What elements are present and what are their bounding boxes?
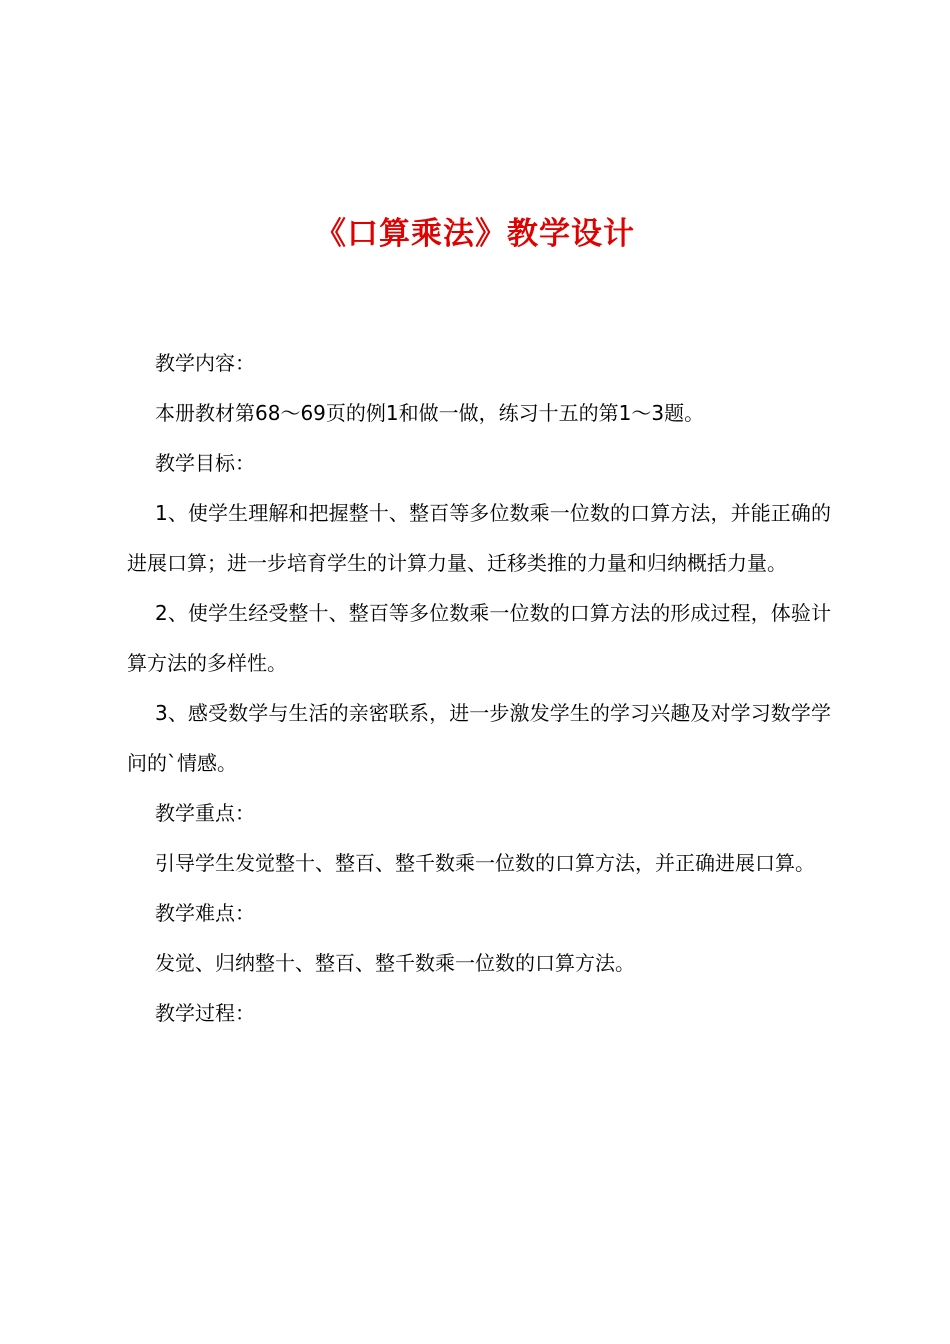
- goal-item-2: 2、使学生经受整十、整百等多位数乘一位数的口算方法的形成过程，体验计算方法的多样性。: [127, 601, 831, 675]
- difficulties-text: 发觉、归纳整十、整百、整千数乘一位数的口算方法。: [155, 951, 635, 975]
- goal-item-3: 3、感受数学与生活的亲密联系，进一步激发学生的学习兴趣及对学习数学学问的`情感。: [127, 701, 831, 775]
- document-body: [127, 338, 831, 1038]
- section-heading-goals: 教学目标：: [155, 451, 255, 475]
- key-points-text: 引导学生发觉整十、整百、整千数乘一位数的口算方法，并正确进展口算。: [155, 851, 815, 875]
- document-title: 《口算乘法》教学设计: [315, 216, 635, 252]
- content-text: 本册教材第68～69页的例1和做一做，练习十五的第1～3题。: [155, 401, 705, 425]
- section-heading-difficulties: 教学难点：: [155, 901, 255, 925]
- section-heading-content: 教学内容：: [155, 351, 255, 375]
- section-heading-process: 教学过程：: [155, 1001, 255, 1025]
- section-heading-key-points: 教学重点：: [155, 801, 255, 825]
- goal-item-1: 1、使学生理解和把握整十、整百等多位数乘一位数的口算方法，并能正确的进展口算；进一步培育学生的计算力量、迁移类推的力量和归纳概括力量。: [127, 501, 831, 575]
